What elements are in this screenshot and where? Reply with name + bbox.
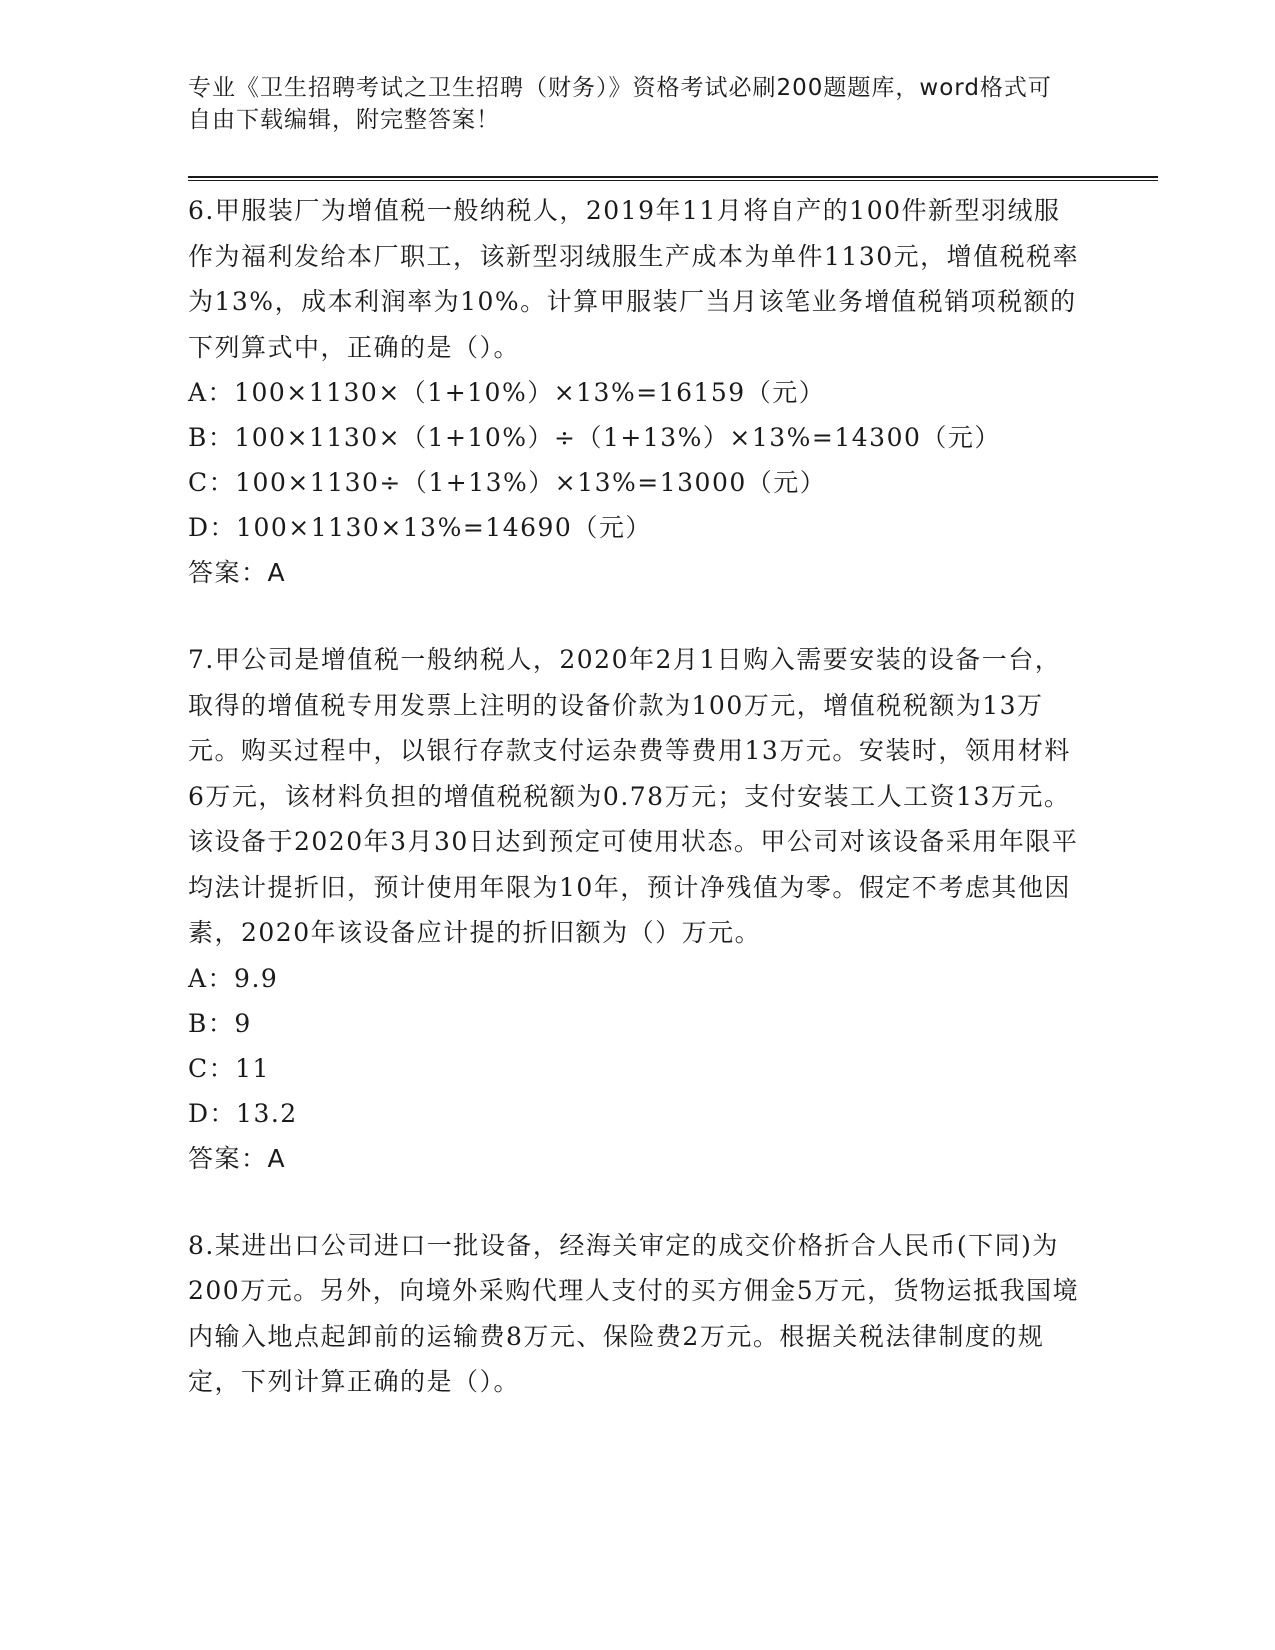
option-b: B：9 [188, 1008, 252, 1038]
option-c: C：100×1130÷（1+13%）×13%=13000（元） [188, 468, 827, 497]
question-8 [188, 1223, 1083, 1405]
header-divider [188, 176, 1158, 181]
question-text: 8.某进出口公司进口一批设备，经海关审定的成交价格折合人民币(下同)为200万元。另外，向境外采购代理人支付的买方佣金5万元，货物运抵我国境内输入地点起卸前的运输费8万元、保险费2万元。根据关税法律制度的规定，下列计算正确的是（）。 [188, 1230, 1080, 1396]
question-7 [188, 637, 1083, 1181]
option-c: C：11 [188, 1053, 270, 1083]
question-text: 7.甲公司是增值税一般纳税人，2020年2月1日购入需要安装的设备一台，取得的增值税专用发票上注明的设备价款为100万元，增值税税额为13万元。购买过程中，以银行存款支付运杂费等费用13万元。安装时，领用材料6万元，该材料负担的增值税税额为0.78万元；支付安装工人工资13万元。该设备于2020年3月30日达到预定可使用状态。甲公司对该设备采用年限平均法计提折旧，预计使用年限为10年，预计净残值为零。假定不考虑其他因素，2020年该设备应计提的折旧额为（）万元。 [188, 645, 1079, 947]
option-a: A：9.9 [188, 963, 279, 993]
option-b: B：100×1130×（1+10%）÷（1+13%）×13%=14300（元） [188, 423, 1001, 452]
question-text: 6.甲服装厂为增值税一般纳税人，2019年11月将自产的100件新型羽绒服作为福利发给本厂职工，该新型羽绒服生产成本为单件1130元，增值税税率为13%，成本利润率为10%。计算甲服装厂当月该笔业务增值税销项税额的下列算式中，正确的是（）。 [188, 196, 1080, 362]
option-d: D：100×1130×13%=14690（元） [188, 513, 652, 542]
header-title: 专业《卫生招聘考试之卫生招聘（财务）》资格考试必刷200题题库，word格式可自由下载编辑，附完整答案！ [188, 75, 1052, 133]
answer: 答案：A [188, 558, 287, 587]
question-6 [188, 188, 1083, 595]
option-a: A：100×1130×（1+10%）×13%=16159（元） [188, 378, 826, 407]
page-header [188, 72, 1068, 136]
answer: 答案：A [188, 1143, 287, 1173]
question-list [188, 188, 1083, 1405]
option-d: D：13.2 [188, 1098, 298, 1128]
